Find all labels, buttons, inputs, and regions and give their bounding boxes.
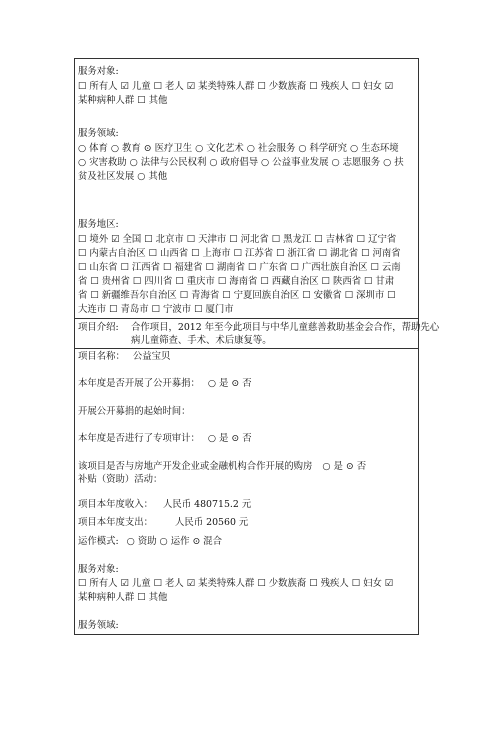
table-bottom-border	[74, 634, 419, 635]
service-field-label: 服务领域:	[78, 128, 119, 139]
housing-subsidy-row	[78, 461, 366, 473]
project-service-object-label: 服务对象:	[78, 564, 119, 575]
table-top-border	[74, 58, 419, 59]
public-fundraising-row	[78, 378, 252, 390]
service-area-label: 服务地区:	[78, 219, 119, 230]
project-service-field-label: 服务领域:	[78, 620, 119, 631]
special-audit-row	[78, 433, 252, 445]
operation-mode-row	[78, 536, 222, 548]
intro-label: 项目介绍:	[78, 322, 119, 333]
row-divider	[74, 318, 419, 319]
service-area-row: 大连市 ☐ 青岛市 ☐ 宁波市 ☐ 厦门市	[78, 304, 234, 315]
project-name-label: 项目名称：	[78, 351, 125, 362]
project-name-value: 公益宝贝	[132, 351, 171, 362]
service-area-row: ☐ 境外 ☑ 全国 ☐ 北京市 ☐ 天津市 ☐ 河北省 ☐ 黑龙江 ☐ 吉林省 ☐ 辽宁省	[78, 234, 397, 245]
service-area-row: 省 ☐ 新疆维吾尔自治区 ☐ 青海省 ☐ 宁夏回族自治区 ☐ 安徽省 ☐ 深圳市 ☐	[78, 290, 396, 301]
row-divider	[74, 348, 419, 349]
public-fundraising-question: 本年度是否开展了公开募捐：	[78, 378, 200, 389]
income-value: 人民币 480715.2 元	[163, 499, 252, 510]
service-field-options-cont: ○ 灾害救助 ○ 法律与公民权利 ○ 政府倡导 ○ 公益事业发展 ○ 志愿服务 ○ 扶	[78, 157, 404, 168]
housing-subsidy-question-cont: 补贴（资助）活动：	[78, 474, 163, 485]
intro-text-cont: 病儿童筛查、手术、术后康复等。	[131, 335, 272, 346]
service-object-options: ☐ 所有人 ☑ 儿童 ☐ 老人 ☑ 某类特殊人群 ☐ 少数族裔 ☐ 残疾人 ☐ 妇女 ☑	[78, 81, 394, 92]
project-name-row	[78, 351, 170, 363]
income-label: 项目本年度收入：	[78, 499, 154, 510]
service-area-row: ☐ 山东省 ☐ 江西省 ☐ 福建省 ☐ 湖南省 ☐ 广东省 ☐ 广西壮族自治区 ☐ 云南	[78, 262, 401, 273]
fundraising-start-question: 开展公开募捐的起始时间：	[78, 406, 191, 417]
housing-subsidy-question: 该项目是否与房地产开发企业或金融机构合作开展的购房	[78, 461, 313, 472]
operation-mode-label: 运作模式:	[78, 536, 119, 547]
housing-subsidy-options: ○ 是 ⊙ 否	[322, 461, 367, 472]
project-service-object-options-cont: 某种病种人群 ☐ 其他	[78, 592, 168, 603]
expense-row	[78, 517, 248, 529]
public-fundraising-options: ○ 是 ⊙ 否	[207, 378, 252, 389]
expense-value: 人民币 20560 元	[175, 517, 249, 528]
special-audit-question: 本年度是否进行了专项审计：	[78, 433, 200, 444]
service-area-row: ☐ 内蒙古自治区 ☐ 山西省 ☐ 上海市 ☐ 江苏省 ☐ 浙江省 ☐ 湖北省 ☐ 河南省	[78, 248, 401, 259]
service-area-row: 省 ☐ 贵州省 ☐ 四川省 ☐ 重庆市 ☐ 海南省 ☐ 西藏自治区 ☐ 陕西省 ☐ 甘肃	[78, 276, 395, 287]
service-object-options-cont: 某种病种人群 ☐ 其他	[78, 95, 168, 106]
expense-label: 项目本年度支出：	[78, 517, 154, 528]
income-row	[78, 499, 251, 511]
service-object-label: 服务对象:	[78, 66, 119, 77]
service-field-options: ○ 体育 ○ 教育 ⊙ 医疗卫生 ○ 文化艺术 ○ 社会服务 ○ 科学研究 ○ 生态环境	[78, 143, 399, 154]
special-audit-options: ○ 是 ⊙ 否	[207, 433, 252, 444]
project-service-object-options: ☐ 所有人 ☑ 儿童 ☐ 老人 ☑ 某类特殊人群 ☐ 少数族裔 ☐ 残疾人 ☐ 妇女 ☑	[78, 578, 394, 589]
intro-text: 合作项目，2012 年至今此项目与中华儿童慈善救助基金会合作，帮助先心	[131, 322, 440, 333]
service-field-options-cont2: 贫及社区发展 ○ 其他	[78, 171, 168, 182]
operation-mode-options: ○ 资助 ○ 运作 ⊙ 混合	[126, 536, 223, 547]
